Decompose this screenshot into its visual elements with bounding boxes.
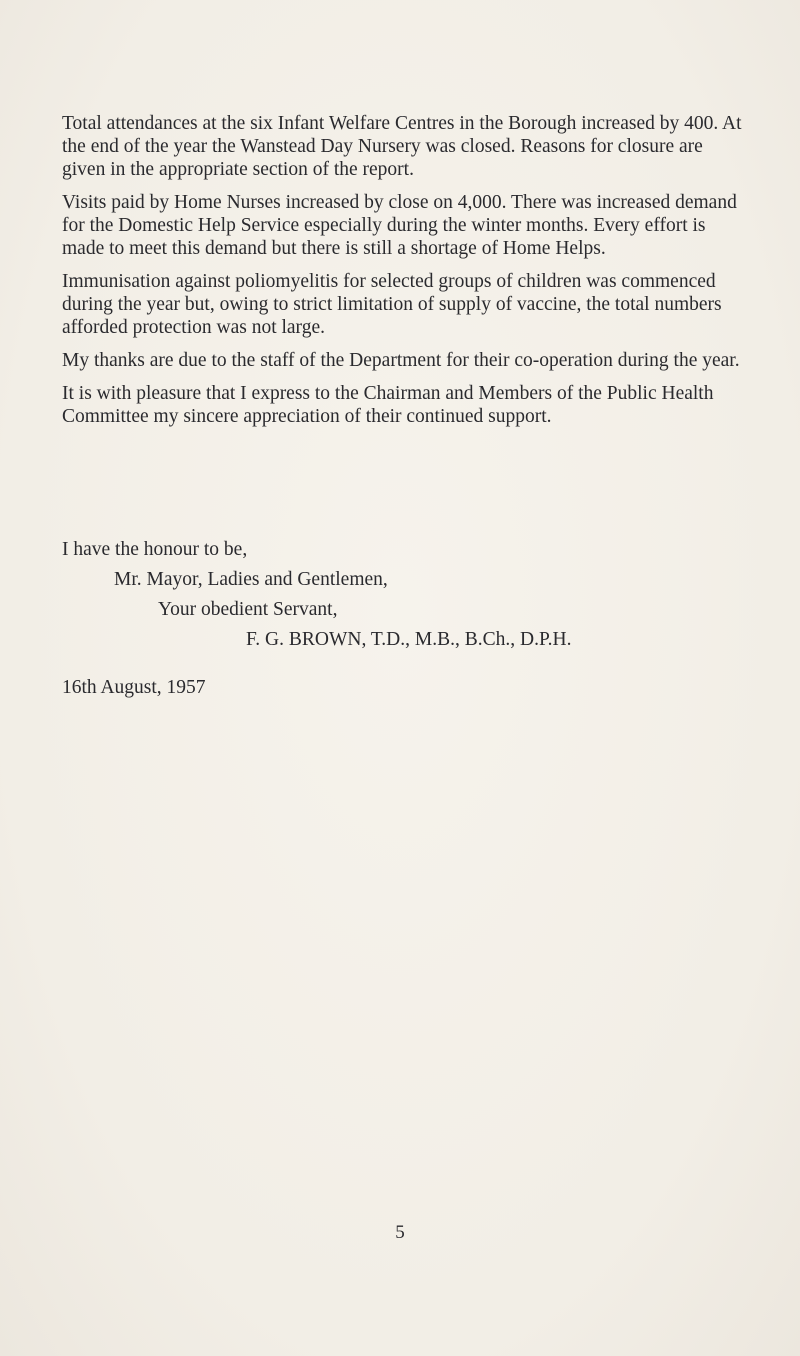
- paragraph-thanks: My thanks are due to the staff of the Department for their co-operation during the year.: [62, 350, 740, 371]
- closing-line-servant: Your obedient Servant,: [158, 599, 338, 620]
- paragraph-attendances: Total attendances at the six Infant Welfare Centres in the Borough increased by 400. At the end of the year the Wanstead Day Nursery was closed. Reasons for closure are given in the appropriate section of the report.: [62, 113, 742, 180]
- closing-line-honour: I have the honour to be,: [62, 539, 248, 560]
- page-number: 5: [395, 1222, 405, 1243]
- paragraph-immunisation: Immunisation against poliomyelitis for selected groups of children was commenced during the year but, owing to strict limitation of supply of vaccine, the total numbers afforded protection was not large.: [62, 271, 722, 338]
- paragraph-appreciation: It is with pleasure that I express to the Chairman and Members of the Public Health Committee my sincere appreciation of their continued support.: [62, 383, 714, 427]
- paragraph-home-nurses: Visits paid by Home Nurses increased by close on 4,000. There was increased demand for the Domestic Help Service especially during the winter months. Every effort is made to meet this demand but there is still a shortage of Home Helps.: [62, 192, 737, 259]
- closing-block: [62, 535, 762, 655]
- body-text: [62, 112, 742, 438]
- signature: F. G. BROWN, T.D., M.B., B.Ch., D.P.H.: [246, 629, 572, 650]
- letter-date: 16th August, 1957: [62, 677, 206, 698]
- closing-line-salutation: Mr. Mayor, Ladies and Gentlemen,: [114, 569, 388, 590]
